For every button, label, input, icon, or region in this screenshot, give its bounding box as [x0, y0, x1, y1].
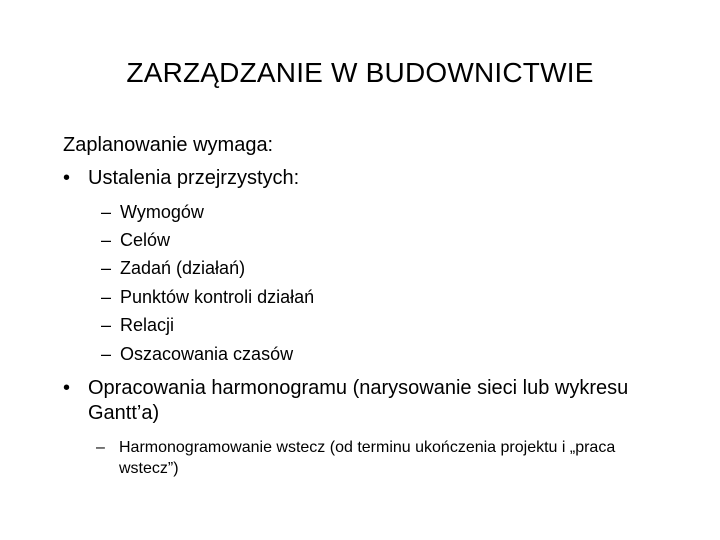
dash-mark: – — [101, 315, 112, 335]
intro-text: Zaplanowanie wymaga: — [63, 134, 274, 156]
sub-item-text: Wymogów — [120, 202, 204, 222]
bullet-mark: • — [63, 167, 71, 189]
dash-mark: – — [96, 439, 105, 456]
sub-item-harmonogramowanie — [96, 437, 636, 479]
dash-mark: – — [101, 202, 112, 222]
bullet-text: Opracowania harmonogramu (narysowanie sieci lub wykresu Gantt’a) — [88, 377, 629, 424]
sub-item-text: Punktów kontroli działań — [120, 287, 315, 307]
sub-item-text: Celów — [120, 230, 171, 250]
bullet-mark: • — [63, 377, 71, 399]
dash-mark: – — [101, 230, 112, 250]
sub-item-text: Oszacowania czasów — [120, 344, 294, 364]
sub-item-text: Harmonogramowanie wstecz (od terminu ukończenia projektu i „praca wstecz”) — [119, 439, 616, 477]
dash-mark: – — [101, 344, 112, 364]
bullet-text: Ustalenia przejrzystych: — [88, 167, 300, 189]
bullet-item-opracowania — [63, 376, 683, 426]
dash-mark: – — [101, 287, 112, 307]
slide-title: ZARZĄDZANIE W BUDOWNICTWIE — [126, 57, 594, 88]
dash-mark: – — [101, 258, 112, 278]
sub-item-text: Zadań (działań) — [120, 258, 246, 278]
sub-item-text: Relacji — [120, 315, 175, 335]
